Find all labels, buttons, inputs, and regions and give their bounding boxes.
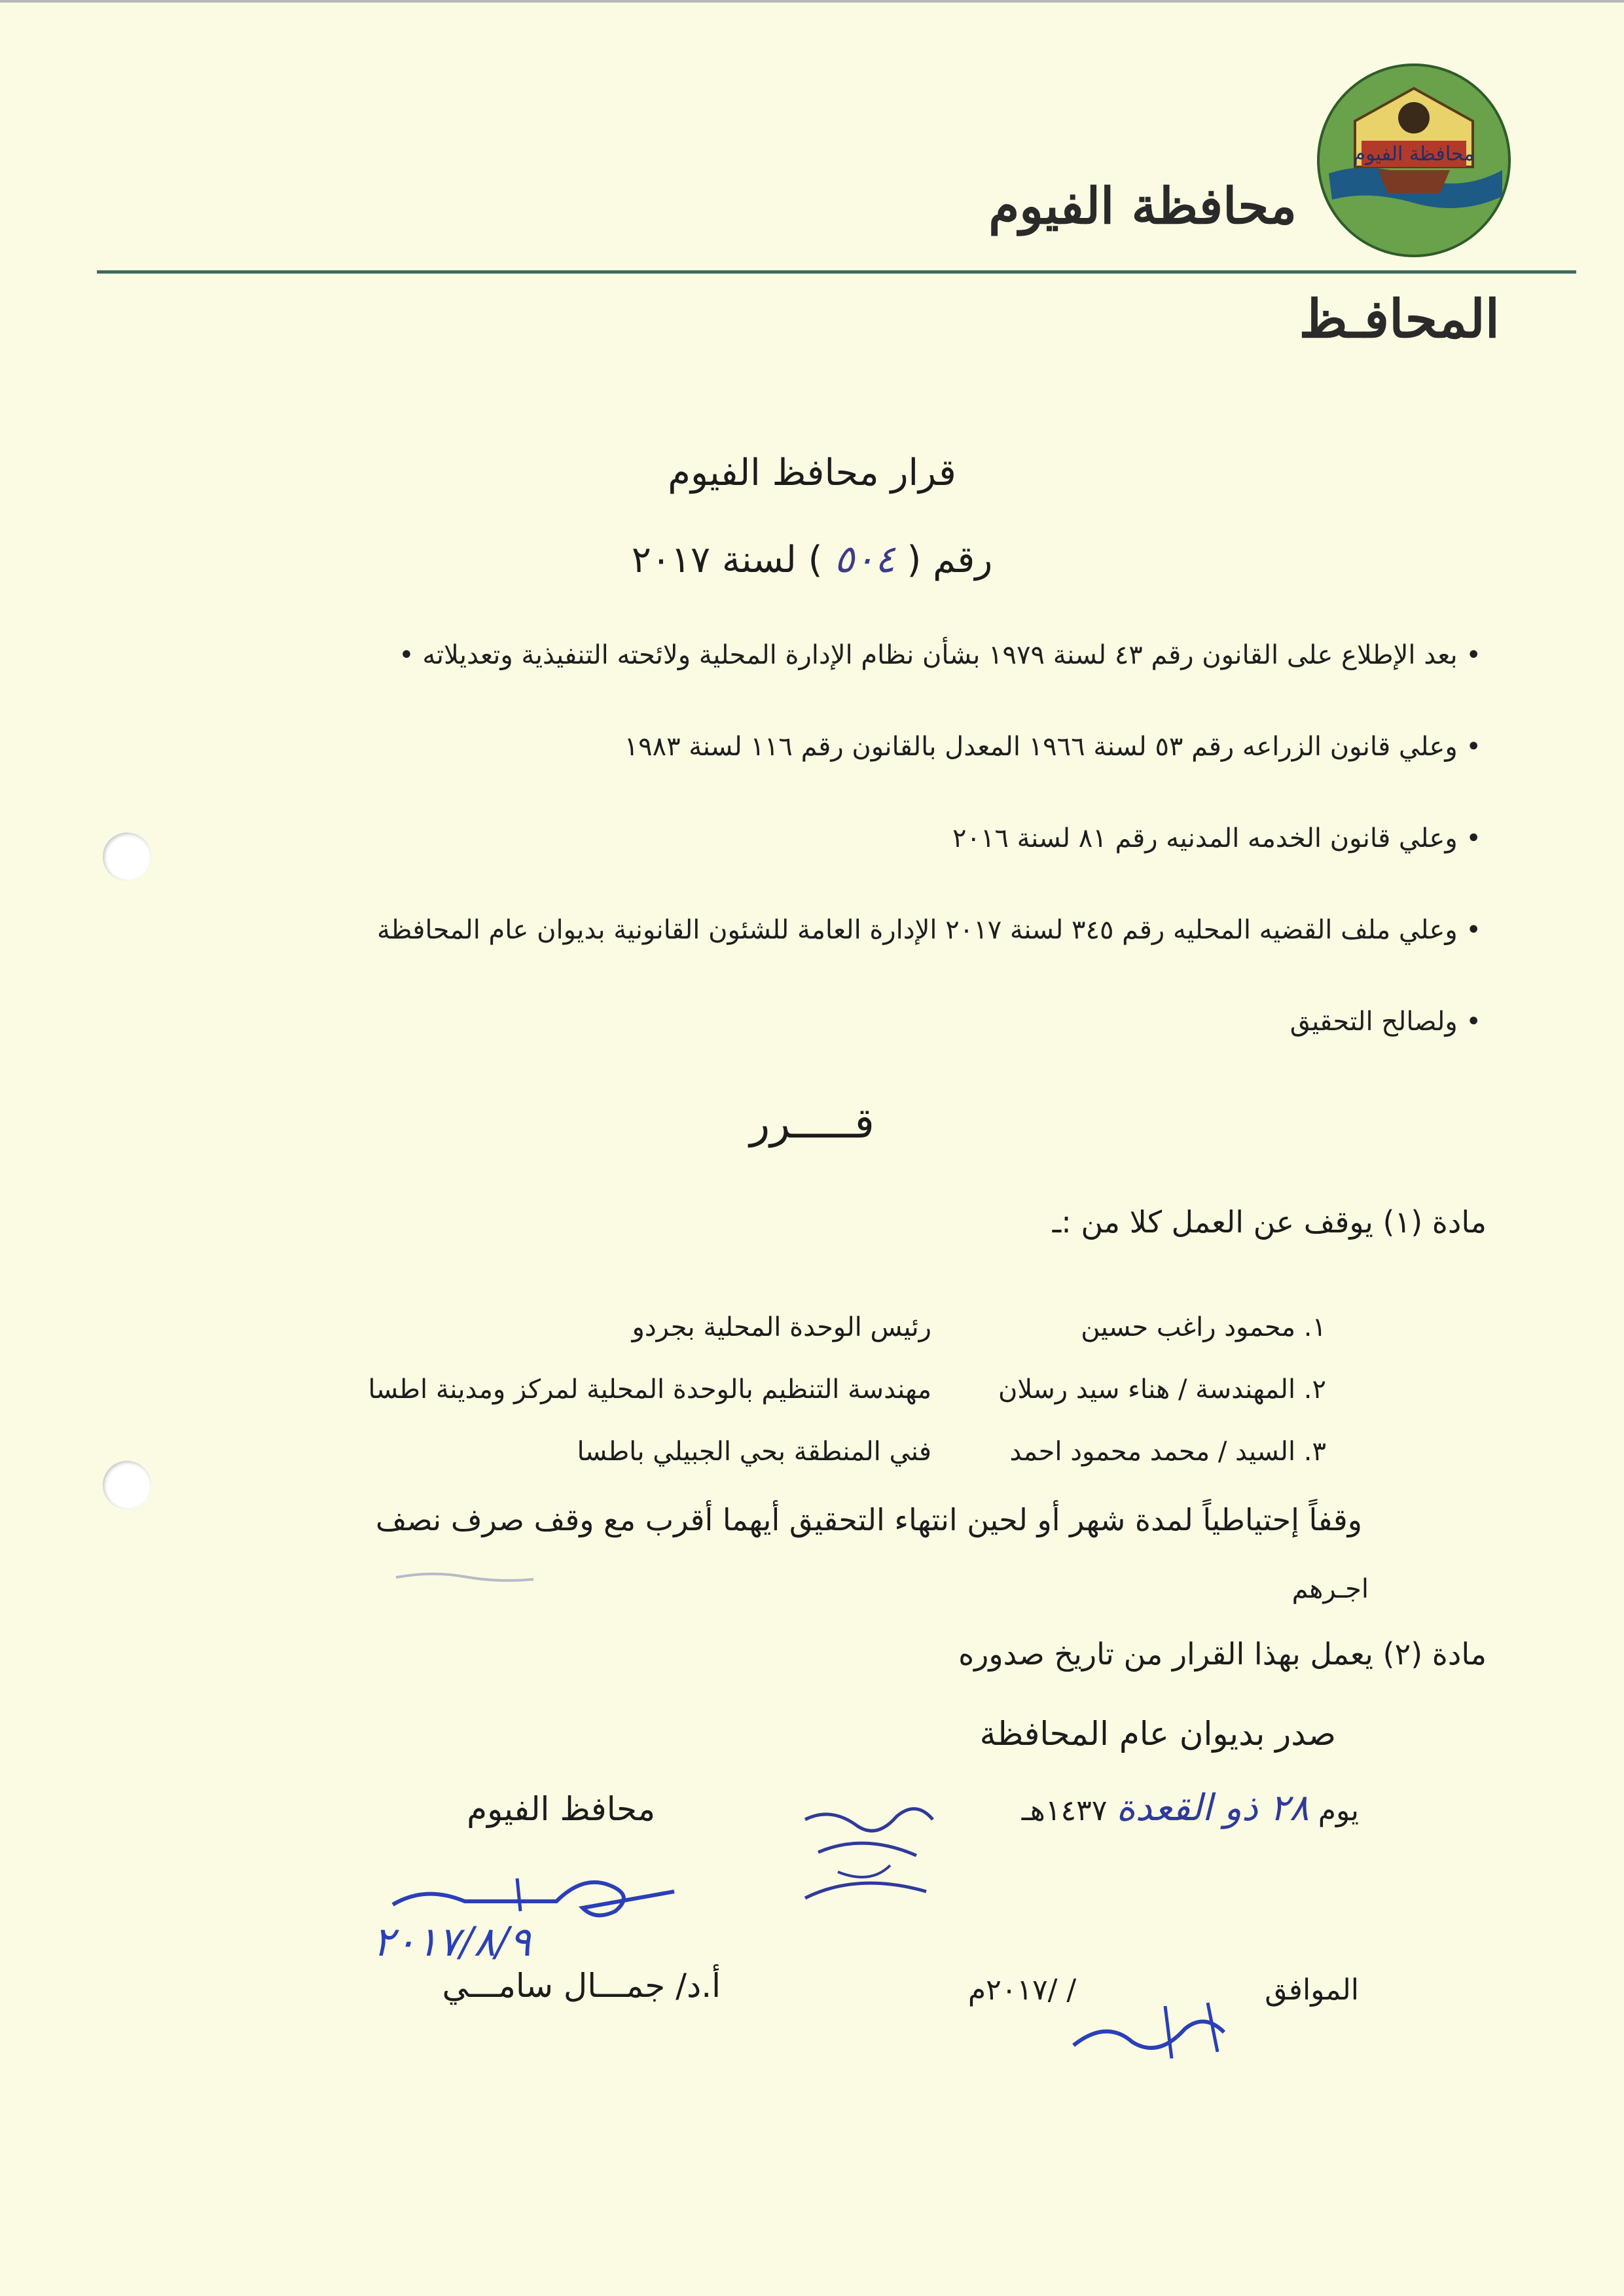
person-name: ٢. المهندسة / هناء سيد رسلان [998,1374,1326,1405]
header-divider [97,270,1576,274]
gregorian-date-suffix: / /٢٠١٧م [967,1973,1077,2007]
signatory-name: أ.د/ جمـــال سامـــي [442,1967,721,2005]
preamble-line: • وعلي ملف القضيه المحليه رقم ٣٤٥ لسنة ٢٠١٧ الإدارة العامة للشئون القانونية بديوان عام المحافظة [377,915,1481,945]
person-name: ٣. السيد / محمد محمود احمد [1009,1437,1326,1467]
top-border [0,0,1624,3]
emblem-text: محافظة الفيوم [1353,143,1475,166]
office-title: المحافـظ [1299,288,1500,350]
wages-text: اجـرهم [1291,1574,1369,1604]
person-role: رئيس الوحدة المحلية بجردو [632,1312,931,1342]
suspension-text: وقفاً إحتياطياً لمدة شهر أو لحين انتهاء التحقيق أيهما أقرب مع وقف صرف نصف [375,1502,1362,1537]
decision-number-prefix: رقم ( [907,539,993,581]
punch-hole [103,833,151,881]
date-handwriting [1067,1993,1250,2065]
decision-number [0,537,1624,581]
signatory-title: محافظ الفيوم [467,1790,655,1828]
governor-signature [386,1865,687,1924]
signatory-handwritten-date: ٢٠١٧/٨/٩ [372,1918,531,1965]
article-1-heading: مادة (١) يوقف عن العمل كلا من :ـ [1052,1204,1487,1240]
governorate-name: محافظة الفيوم [988,177,1297,235]
person-name: ١. محمود راغب حسين [1081,1312,1326,1342]
preamble-line: • ولصالح التحقيق [1290,1007,1481,1037]
preamble-line: • وعلي قانون الخدمه المدنيه رقم ٨١ لسنة ٢٠١٦ [952,823,1481,853]
initial-signature [785,1793,943,1918]
faint-mark [393,1568,537,1587]
person-role: فني المنطقة بحي الجبيلي باطسا [577,1437,931,1467]
decision-number-suffix: ) لسنة ٢٠١٧ [631,539,823,581]
decided-heading: قـــــرر [749,1100,875,1148]
decision-number-handwritten: ٥٠٤ [834,537,895,581]
hijri-date-prefix: يوم [1318,1794,1359,1827]
punch-hole [103,1461,151,1509]
article-2: مادة (٢) يعمل بهذا القرار من تاريخ صدوره [958,1636,1487,1672]
preamble-line: • بعد الإطلاع على القانون رقم ٤٣ لسنة ١٩٧٩ بشأن نظام الإدارة المحلية ولائحته التنفيذية وتعديلاته • [399,640,1481,670]
governorate-emblem [1316,62,1512,259]
gregorian-date-prefix: الموافق [1265,1973,1359,2007]
hijri-date [1022,1787,1359,1829]
hijri-date-suffix: ١٤٣٧هـ [1021,1794,1108,1827]
preamble-line: • وعلي قانون الزراعه رقم ٥٣ لسنة ١٩٦٦ المعدل بالقانون رقم ١١٦ لسنة ١٩٨٣ [624,732,1481,762]
hijri-date-handwritten: ٢٨ ذو القعدة [1116,1787,1309,1829]
issued-at: صدر بديوان عام المحافظة [979,1715,1336,1753]
person-role: مهندسة التنظيم بالوحدة المحلية لمركز ومدينة اطسا [368,1374,931,1405]
decision-title: قرار محافظ الفيوم [668,452,956,494]
